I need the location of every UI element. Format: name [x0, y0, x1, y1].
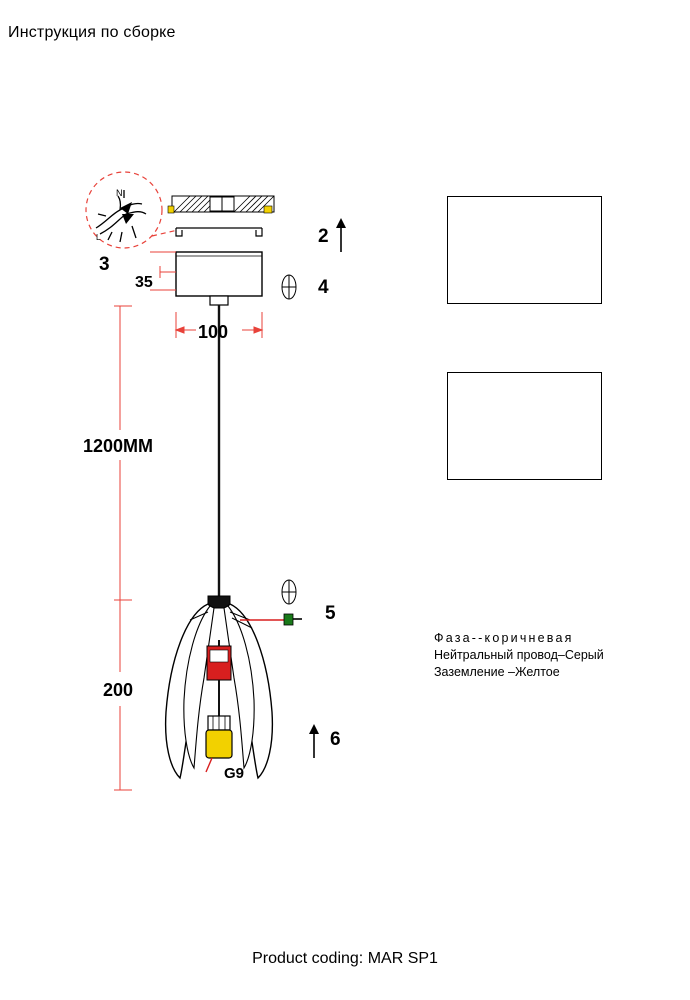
wiring-step-panel-2: [447, 372, 602, 480]
step-6-label: 6: [330, 729, 341, 750]
dimension-1200-label: 1200MM: [83, 436, 154, 456]
legend-line-live: Фаза--коричневая: [434, 631, 574, 645]
wire-color-legend: [434, 630, 664, 681]
dimension-35-label: 35: [135, 274, 153, 291]
legend-line-earth: Заземление –Желтое: [434, 665, 560, 679]
driver-box: [176, 252, 262, 305]
screw-icon: [240, 275, 302, 625]
step-2-label: 2: [318, 226, 329, 247]
dimension-35: [150, 252, 176, 290]
wire-detail-icon: [86, 172, 178, 248]
dimension-100-label: 100: [198, 322, 229, 342]
step-5-label: 5: [325, 603, 336, 624]
page-title: Инструкция по сборке: [8, 24, 176, 41]
legend-line-neutral: Нейтральный провод–Серый: [434, 648, 604, 662]
dimension-200-label: 200: [103, 680, 134, 700]
product-coding: Product coding: MAR SP1: [252, 950, 438, 967]
pendant-shade: [166, 596, 273, 778]
lamp-code-label: G9: [224, 765, 245, 782]
step-3-label: 3: [99, 254, 110, 275]
wiring-step-panel-1: [447, 196, 602, 304]
svg-text:N: N: [116, 188, 123, 198]
step-4-label: 4: [318, 277, 329, 298]
svg-text:L: L: [96, 233, 101, 242]
mounting-bracket: [176, 228, 262, 236]
arrow-up-icon: [309, 218, 346, 758]
ceiling-plate: [168, 196, 274, 213]
